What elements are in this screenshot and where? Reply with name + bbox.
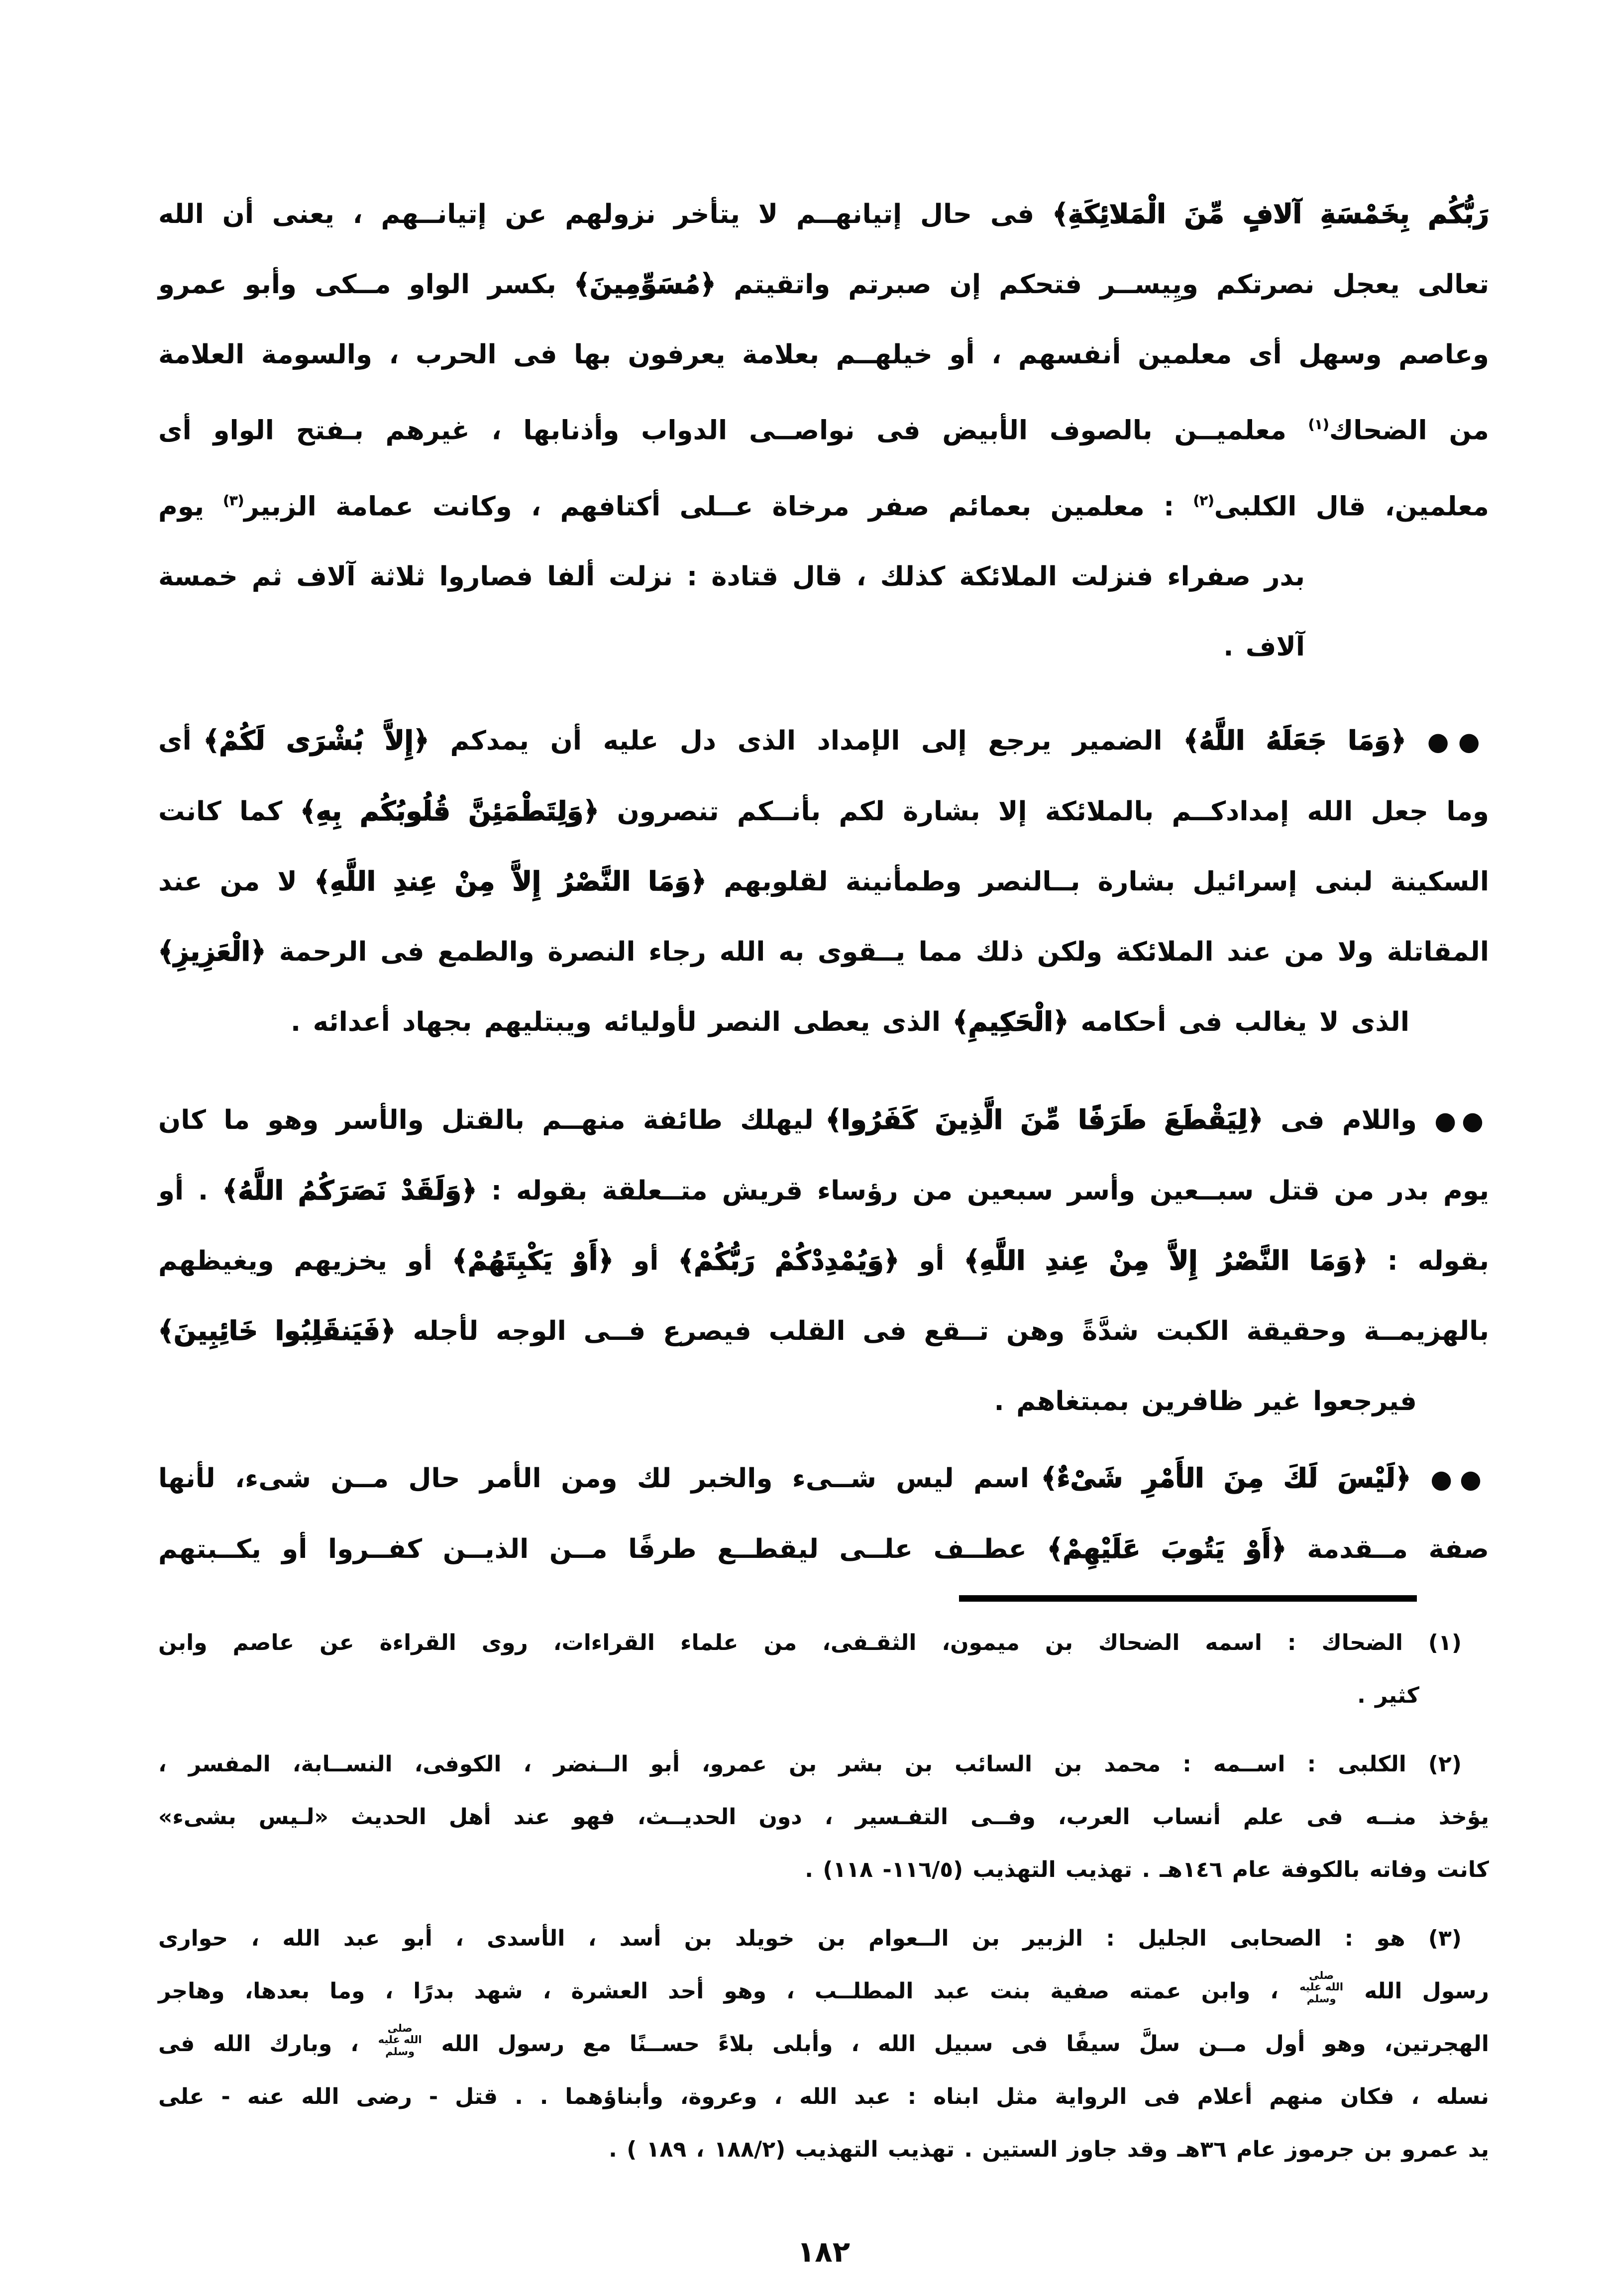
quran-quote: ﴿وَمَا النَّصْرُ إِلاَّ مِنْ عِندِ اللَّهِ﴾ (315, 867, 707, 897)
quran-quote: ﴿وَمَا النَّصْرُ إِلاَّ مِنْ عِندِ اللَّهِ﴾ (964, 1246, 1368, 1277)
text-run: الذى يعطى النصر لأوليائه ويبتليهم بجهاد أعدائه . (291, 1007, 953, 1038)
text-run: يد عمرو بن جرموز عام ٣٦هـ وقد جاوز الستين . تهذيب التهذيب (١٨٨/٢ ، ١٨٩ ) . (609, 2137, 1489, 2163)
text-run: بالهزيمــة وحقيقة الكبت شدَّةً وهن تــقع فى القلب فيصرع فــى الوجه لأجله (395, 1316, 1489, 1347)
paragraph (158, 179, 1489, 682)
footnote-line (158, 1738, 1462, 1791)
text-run: المقاتلة ولا من عند الملائكة ولكن ذلك مما يــقوى به الله رجاء النصرة والطمع فى الرحمة (265, 937, 1489, 968)
text-run: وما جعل الله إمدادكــم بالملائكة إلا بشارة لكم بأنــكم تنصرون (599, 796, 1490, 827)
quran-quote: ﴿لَيْسَ لَكَ مِنَ الأَمْرِ شَىْءٌ﴾ (1041, 1463, 1411, 1494)
main-text-block (158, 179, 1489, 1584)
text-run: الذى لا يغالب فى أحكامه (1068, 1007, 1409, 1038)
paragraph (158, 1443, 1489, 1584)
paragraph (158, 706, 1489, 1057)
paragraph (158, 1085, 1489, 1436)
text-line (158, 1085, 1489, 1156)
text-line (158, 320, 1489, 390)
text-run: (٣) هو : الصحابى الجليل : الزبير بن الــعوام بن خويلد بن أسد ، الأسدى ، أبو عبد الله ، حوارى (158, 1926, 1462, 1952)
text-run: أو (613, 1246, 679, 1277)
honorific-saw: صلى الله عليه وسلم (378, 2022, 422, 2058)
footnote-marker: (٣) (223, 492, 244, 509)
text-run: . أو (158, 1176, 223, 1206)
text-run: ، وابن عمته صفية بنت عبد المطلــب ، وهو أحد العشرة ، شهد بدرًا ، وما بعدها، وهاجر (158, 1978, 1299, 2004)
text-run: الهجرتين، وهو أول مــن سلَّ سيفًا فى سبيل الله ، وأبلى بلاءً حســنًا مع رسول الله (423, 2031, 1489, 2057)
text-line (158, 1156, 1489, 1226)
footnote-line (158, 2018, 1489, 2071)
text-run: وعاصم وسهل أى معلمين أنفسهم ، أو خيلهــم بعلامة يعرفون بها فى الحرب ، والسومة العلامة (158, 339, 1489, 370)
footnote-item (158, 1738, 1489, 1896)
text-run: يوم (158, 491, 223, 522)
footnote-line (158, 1844, 1489, 1896)
text-line (158, 917, 1489, 987)
text-run: نسله ، فكان منهم أعلام فى الرواية مثل ابناه : عبد الله ، وعروة، وأبناؤهما . . قتل - رضى الله عنه - على (158, 2084, 1489, 2110)
paragraph-bullets-icon: ●● (1427, 727, 1490, 757)
text-line (158, 1443, 1489, 1514)
text-run: يؤخذ منــه فى علم أنساب العرب، وفــى التفـسير ، دون الحديــث، فهو عند أهل الحديث «لـيس بشىء» (158, 1804, 1489, 1830)
honorific-saw: صلى الله عليه وسلم (1299, 1969, 1344, 2005)
text-run: فى حال إتيانهــم لا يتأخر نزولهم عن إتيانــهم ، يعنى أن الله (158, 199, 1053, 229)
text-run: بكسر الواو مــكى وأبو عمرو (158, 269, 574, 300)
text-run: فيرجعوا غير ظافرين بمبتغاهم . (994, 1386, 1417, 1417)
footnote-line (158, 2071, 1489, 2123)
quran-quote: ﴿وَلَقَدْ نَصَرَكُمُ اللَّهُ﴾ (222, 1176, 477, 1206)
footnotes-block (158, 1617, 1489, 2176)
footnote-marker: (١) (1308, 417, 1329, 433)
quran-quote: ﴿لِيَقْطَعَ طَرَفًا مِّنَ الَّذِينَ كَفَرُوا﴾ (826, 1105, 1263, 1136)
quran-quote: رَبُّكُم بِخَمْسَةِ آلافٍ مِّنَ الْمَلائِكَةِ﴾ (1052, 199, 1489, 229)
text-run: عطــف علــى ليقطــع طرفًا مــن الذيــن كفــروا أو يكــبتهم (158, 1534, 1048, 1565)
paragraph-bullets-icon: ●● (1430, 1464, 1489, 1494)
footnote-item (158, 1912, 1489, 2176)
text-line (158, 847, 1489, 917)
paragraph-bullets-icon: ●● (1434, 1106, 1490, 1136)
text-run: (١) الضحاك : اسمه الضحاك بن ميمون، الثقـفى، من علماء القراءات، روى القراءة عن عاصم وابن (158, 1630, 1462, 1656)
text-run: ليهلك طائفة منهــم بالقتل والأسر وهو ما كان (158, 1105, 826, 1136)
text-run: لا من عند (158, 867, 315, 897)
text-run: : معلمين بعمائم صفر مرخاة عــلى أكتافهم ، وكانت عمامة الزبير (244, 491, 1193, 522)
text-line (158, 466, 1489, 542)
text-run: بدر صفراء فنزلت الملائكة كذلك ، قال قتادة : نزلت ألفا فصاروا ثلاثة آلاف ثم خمسة آلاف . (158, 561, 1305, 662)
footnote-separator-rule (959, 1595, 1417, 1602)
quran-quote: ﴿فَيَنقَلِبُوا خَائِبِينَ﴾ (158, 1316, 396, 1347)
text-run: معلمين، قال الكلبى (1214, 491, 1489, 522)
text-run: كما كانت (158, 796, 301, 827)
text-run (1411, 1463, 1430, 1494)
text-run: كثير . (1357, 1683, 1419, 1709)
text-run: واللام فى (1263, 1105, 1435, 1136)
text-run: معلميــن بالصوف الأبيض فى نواصــى الدواب وأذنابها ، غيرهم بـفتح الواو أى (158, 415, 1308, 446)
text-run: يوم بدر من قتل سبــعين وأسر سبعين من رؤساء قريش متــعلقة بقوله : (476, 1176, 1490, 1206)
text-run: كانت وفاته بالكوفة عام ١٤٦هـ . تهذيب التهذيب (١١٦/٥- ١١٨) . (805, 1857, 1489, 1883)
footnote-line (158, 1791, 1489, 1844)
text-line (158, 249, 1489, 320)
quran-quote: ﴿أَوْ يَكْبِتَهُمْ﴾ (452, 1246, 614, 1277)
footnote-line (158, 2123, 1489, 2176)
text-line (158, 1296, 1489, 1366)
text-line (158, 1514, 1489, 1584)
text-line (158, 1366, 1417, 1436)
footnote-line (158, 1669, 1419, 1722)
text-run: اسم ليس شــىء والخبر لك ومن الأمر حال مــن شىء، لأنها (158, 1463, 1042, 1494)
text-run: صفة مــقدمة (1286, 1534, 1490, 1565)
text-line (158, 776, 1489, 847)
footnote-item (158, 1617, 1489, 1722)
footnote-marker: (٢) (1193, 492, 1214, 509)
text-line (158, 1226, 1489, 1296)
footnote-line (158, 1617, 1462, 1669)
page-number: ١٨٢ (797, 2235, 851, 2269)
quran-quote: ﴿وَمَا جَعَلَهُ اللَّهُ﴾ (1183, 726, 1406, 757)
text-line (158, 542, 1305, 682)
text-line (158, 390, 1489, 466)
text-run: ، وبارك الله فى (158, 2031, 377, 2057)
footnote-line (158, 1965, 1489, 2018)
quran-quote: ﴿الْعَزِيزِ﴾ (158, 937, 266, 968)
text-run: (٢) الكلبى : اســمه : محمد بن السائب بن بشر بن عمرو، أبو الــنضر ، الكوفى، النســابة، المفسر ، (158, 1751, 1462, 1777)
text-run: رسول الله (1344, 1978, 1489, 2004)
text-run: السكينة لبنى إسرائيل بشارة بــالنصر وطمأنينة لقلوبهم (706, 867, 1489, 897)
text-run: أو يخزيهم ويغيظهم (158, 1246, 452, 1277)
quran-quote: ﴿الْحَكِيمِ﴾ (953, 1007, 1068, 1038)
quran-quote: ﴿إِلاَّ بُشْرَى لَكُمْ﴾ (204, 726, 429, 757)
text-run: أو (899, 1246, 964, 1277)
text-run: من الضحاك (1329, 415, 1489, 446)
text-line (158, 706, 1489, 776)
text-run: الضمير يرجع إلى الإمداد الذى دل عليه أن يمدكم (428, 726, 1184, 757)
quran-quote: ﴿وَيُمْدِدْكُمْ رَبُّكُمْ﴾ (678, 1246, 899, 1277)
quran-quote: ﴿وَلِتَطْمَئِنَّ قُلُوبُكُم بِهِ﴾ (300, 796, 599, 827)
text-line (158, 179, 1489, 249)
footnote-line (158, 1912, 1462, 1965)
text-run: تعالى يعجل نصرتكم ويِيســر فتحكم إن صبرتم واتقيتم (716, 269, 1489, 300)
text-run: بقوله : (1367, 1246, 1490, 1277)
quran-quote: ﴿مُسَوِّمِينَ﴾ (574, 269, 716, 300)
quran-quote: ﴿أَوْ يَتُوبَ عَلَيْهِمْ﴾ (1047, 1534, 1286, 1565)
text-line (158, 987, 1409, 1057)
text-run: أى (158, 726, 204, 757)
text-run (1406, 726, 1427, 756)
